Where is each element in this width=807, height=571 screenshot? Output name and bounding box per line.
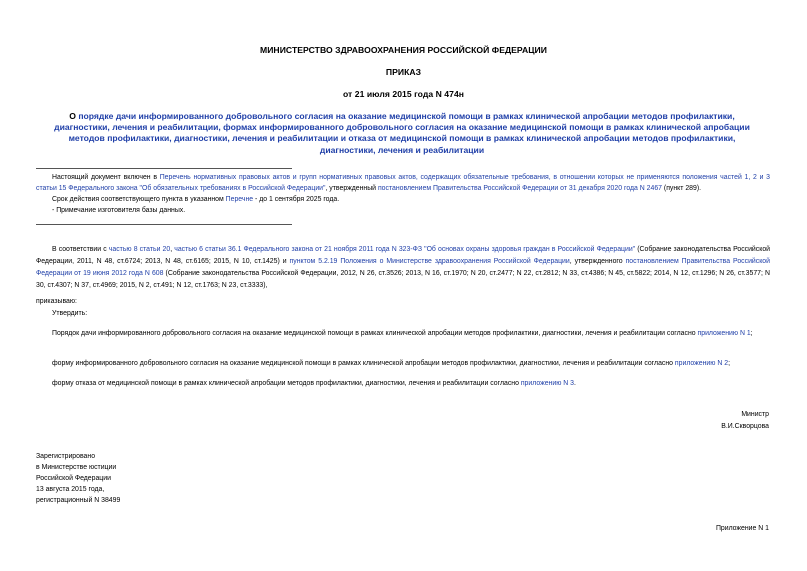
- postanovlenie-2467-link[interactable]: постановлением Правительства Российской Федерации от 31 декабря 2020 года N 2467: [377, 185, 662, 192]
- order-verb: приказываю:: [36, 298, 77, 305]
- database-note: - Примечание изготовителя базы данных.: [52, 207, 186, 214]
- registration-line: в Министерстве юстиции: [36, 464, 117, 471]
- order-item-text: форму информированного добровольного согласия на оказание медицинской помощи в рамках клинической апробации методов профилактики, диагностики, лечения и реабилитации согласно: [52, 360, 675, 367]
- appendix-2-link[interactable]: приложению N 2: [674, 360, 729, 367]
- note-top-divider: [36, 168, 292, 169]
- signature-block: [721, 409, 769, 433]
- note-text: Срок действия соответствующего пункта в указанном: [52, 196, 226, 203]
- appendix-3-link[interactable]: приложению N 3: [520, 380, 574, 387]
- order-item-text: ;: [728, 360, 730, 367]
- appendix-label: Приложение N 1: [715, 525, 769, 532]
- doc-date-number: от 21 июля 2015 года N 474н: [342, 89, 465, 99]
- document-title: [52, 111, 752, 156]
- signature-name: В.И.Скворцова: [721, 423, 769, 430]
- preamble-text: (Собрание законодательства Российской Федерации, 2011, N 48, ст.6724; 2013, N 48, ст.6165; 2015, N 10, ст.1425) и: [36, 246, 771, 265]
- title-link[interactable]: порядке дачи информированного добровольного согласия на оказание медицинской помощи в рамках клинической апробации методов профилактики, диагностики, лечения и реабилитации, формах информированного добровольного согласия на оказание медицинской помощи в рамках клинической апробации методов профилактики, диагностики, лечения и реабилитации и отказа от медицинской помощи в рамках клинической апробации методов профилактики, диагностики, лечения и реабилитации: [54, 111, 750, 155]
- note-text: , утвержденный: [325, 185, 378, 192]
- order-item-1-paragraph: [36, 328, 770, 340]
- order-item-1: [36, 328, 770, 340]
- preamble: [36, 244, 770, 292]
- point-5219-link[interactable]: пунктом 5.2.19 Положения о Министерстве здравоохранения Российской Федерации: [289, 258, 570, 265]
- inclusion-note: [36, 172, 770, 216]
- signature-position: Министр: [741, 411, 769, 418]
- preamble-text: , утвержденного: [569, 258, 626, 265]
- registration-block: [36, 451, 120, 506]
- registration-number: регистрационный N 38499: [36, 497, 121, 504]
- doc-type: ПРИКАЗ: [385, 67, 422, 77]
- registration-line: Российской Федерации: [36, 475, 111, 482]
- preamble-text: (Собрание законодательства Российской Федерации, 2012, N 26, ст.3526; 2013, N 16, ст.1970; N 20, ст.2477; N 22, ст.2812; N 33, ст.4386; N 45, ст.5822; 2014, N 12, ст.1296; N 26, ст.3577; N 30, ст.4307; N 37, ст.4969; 2015, N 2, ст.491; N 12, ст.1763; N 23, ст.3333),: [36, 270, 770, 289]
- order-item-2-paragraph: [36, 358, 770, 370]
- order-item-text: форму отказа от медицинской помощи в рамках клинической апробации методов профилактики, диагностики, лечения и реабилитации согласно: [52, 380, 521, 387]
- inclusion-note-paragraph: [36, 172, 770, 194]
- order-item-text: Порядок дачи информированного добровольного согласия на оказание медицинской помощи в рамках клинической апробации методов профилактики, диагностики, лечения и реабилитации согласно: [52, 330, 698, 337]
- federal-law-323-link[interactable]: частью 6 статьи 36.1 Федерального закона от 21 ноября 2011 года N 323-ФЗ "Об основах охраны здоровья граждан в Российской Федерации": [174, 246, 636, 253]
- postanovlenie-608-link[interactable]: постановлением Правительства Российской Федерации от 19 июня 2012 года N 608: [36, 258, 770, 277]
- note-text: - до 1 сентября 2025 года.: [253, 196, 340, 203]
- perechen-short-link[interactable]: Перечне: [225, 196, 254, 203]
- registration-line: 13 августа 2015 года,: [36, 486, 105, 493]
- approve-heading: Утвердить:: [52, 310, 88, 317]
- ministry-heading: МИНИСТЕРСТВО ЗДРАВООХРАНЕНИЯ РОССИЙСКОЙ ФЕДЕРАЦИИ: [260, 45, 547, 55]
- order-item-3-paragraph: [36, 378, 770, 390]
- order-item-3: [36, 378, 770, 390]
- order-item-2: [36, 358, 770, 370]
- title-prefix: О: [69, 111, 79, 121]
- order-item-text: .: [574, 380, 576, 387]
- perechen-link[interactable]: Перечень нормативных правовых актов и групп нормативных правовых актов, содержащих обязательные требования, в отношении которых не применяются положения частей 1, 2 и 3 статьи 15 Федерального закона "Об обязательных требованиях в Российской Федерации": [36, 174, 770, 192]
- order-item-text: ;: [750, 330, 753, 337]
- preamble-text: В соответствии с: [52, 246, 109, 253]
- note-bottom-divider: [36, 224, 292, 225]
- preamble-text: ,: [170, 246, 175, 253]
- note-text: (пункт 289).: [661, 185, 702, 192]
- preamble-paragraph: [36, 244, 770, 292]
- appendix-1-link[interactable]: приложению N 1: [697, 330, 751, 337]
- part8-art20-link[interactable]: частью 8 статьи 20: [108, 246, 171, 253]
- note-text: Настоящий документ включен в: [52, 174, 160, 181]
- validity-note: [36, 194, 770, 205]
- registration-line: Зарегистрировано: [36, 453, 96, 460]
